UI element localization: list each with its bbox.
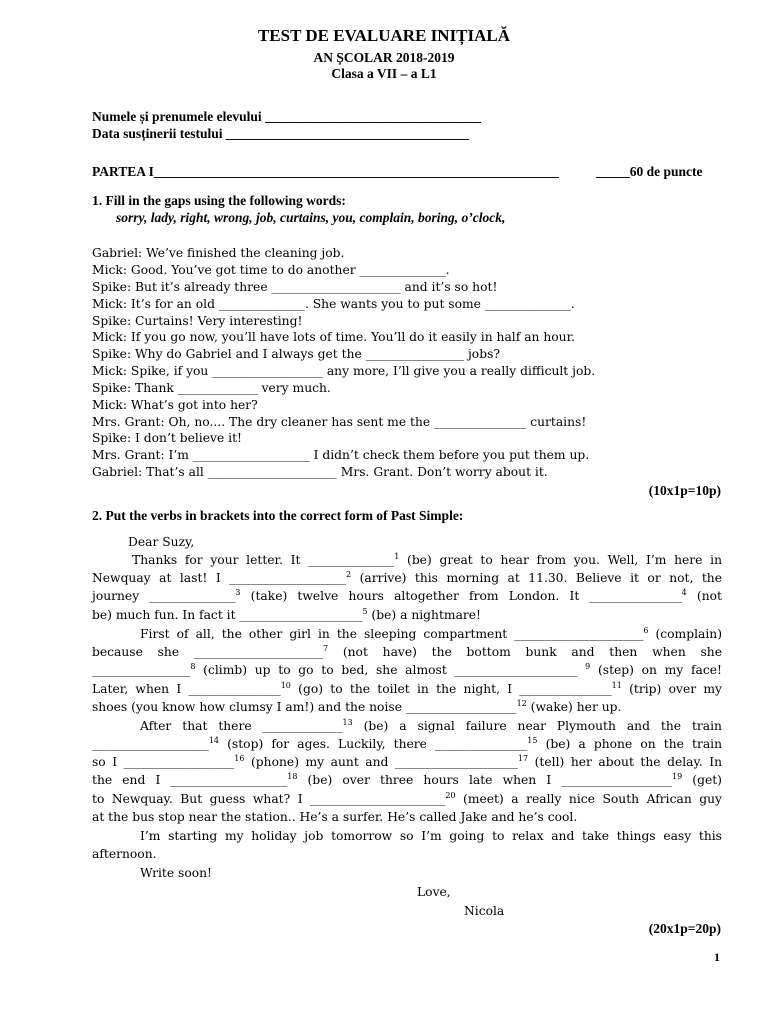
letter-line: because she _____________________$^7$ (not have) the bottom bunk and then when she: [92, 643, 722, 659]
letter-line: to Newquay. But guess what? I ______________________$^{20}$ (meet) a really nice South African guy: [92, 790, 722, 806]
points-blank: _____: [596, 164, 630, 179]
student-name-label: Numele și prenumele elevului: [92, 109, 262, 124]
page-title: TEST DE EVALUARE INIȚIALĂ: [257, 26, 511, 45]
letter-line: afternoon.: [92, 847, 157, 861]
dialogue-line: Mick: Good. You’ve got time to do another ______________.: [92, 263, 450, 277]
dialogue-line: Spike: Curtains! Very interesting!: [92, 314, 303, 328]
part-title: PARTEA I: [92, 164, 154, 179]
test-date-label: Data susținerii testului: [92, 126, 223, 141]
part-points: [596, 164, 703, 180]
letter-line: Newquay at last! I ___________________$^2$ (arrive) this morning at 11.30. Believe it or not, the: [92, 569, 722, 585]
part-underline: ____________________________________________________________: [153, 164, 559, 179]
exercise-2-heading: 2. Put the verbs in brackets into the correct form of Past Simple:: [92, 508, 464, 523]
class-label: Clasa a VII – a L1: [331, 66, 437, 81]
letter-closing: Write soon!: [140, 866, 213, 880]
dialogue-line: Spike: I don’t believe it!: [92, 431, 242, 445]
letter-line: After that there _____________$^{13}$ (be) a signal failure near Plymouth and the train: [140, 717, 722, 733]
dialogue-line: Spike: But it’s already three _____________________ and it’s so hot!: [92, 280, 498, 294]
letter-line: so I __________________$^{16}$ (phone) my aunt and ____________________$^{17}$ (tell) her about the delay. In: [92, 753, 723, 769]
letter-line: Later, when I _______________$^{10}$ (go) to the toilet in the night, I _______________$^{11}$ (trip) over my: [92, 680, 722, 696]
dialogue-line: Mrs. Grant: Oh, no.... The dry cleaner has sent me the _______________ curtains!: [92, 415, 587, 429]
test-date-blank[interactable]: ____________________________________: [225, 126, 469, 141]
school-year: AN ȘCOLAR 2018-2019: [313, 50, 455, 65]
letter-line: First of all, the other girl in the sleeping compartment _____________________$^6$ (complain): [140, 625, 722, 641]
letter-line: ___________________$^{14}$ (stop) for ages. Luckily, there _______________$^{15}$ (be) a phone on the train: [92, 735, 723, 751]
points-value: 60 de puncte: [629, 164, 703, 179]
exercise-2-score: (20x1p=20p): [648, 921, 721, 936]
letter-line: be) much fun. In fact it ____________________$^5$ (be) a nightmare!: [92, 606, 481, 622]
page-number: 1: [714, 950, 720, 964]
letter-greeting: Dear Suzy,: [128, 535, 195, 549]
exercise-1-score: (10x1p=10p): [648, 483, 721, 498]
dialogue-line: Spike: Why do Gabriel and I always get the ________________ jobs?: [92, 347, 500, 361]
dialogue-line: Mick: If you go now, you’ll have lots of time. You’ll do it easily in half an hour.: [92, 330, 576, 344]
student-name-row: [92, 109, 481, 125]
letter-line: I’m starting my holiday job tomorrow so I’m going to relax and take things easy this: [140, 829, 722, 843]
part-heading: [92, 164, 559, 180]
dialogue-line: Gabriel: We’ve finished the cleaning job.: [92, 246, 345, 260]
letter-line: ________________$^8$ (climb) up to go to bed, she almost ____________________ $^9$ (step) on my face!: [92, 661, 722, 677]
student-name-blank[interactable]: ________________________________: [265, 109, 481, 124]
dialogue-line: Mick: What’s got into her?: [92, 398, 258, 412]
letter-line: shoes (you know how clumsy I am!) and the noise __________________$^{12}$ (wake) her up.: [92, 698, 622, 714]
dialogue-line: Mick: Spike, if you __________________ any more, I’ll give you a really difficult job.: [92, 364, 596, 378]
letter-line: the end I ___________________$^{18}$ (be) over three hours late when I __________________$^{19}$ (get): [92, 771, 722, 787]
dialogue-line: Mick: It’s for an old ______________. She wants you to put some ______________.: [92, 297, 575, 311]
test-date-row: [92, 126, 469, 142]
letter-line: journey ______________$^3$ (take) twelve hours altogether from London. It _______________$^4$ (not: [92, 587, 722, 603]
exercise-1-word-bank: sorry, lady, right, wrong, job, curtains, you, complain, boring, o’clock,: [116, 210, 506, 225]
dialogue-line: Gabriel: That’s all _____________________ Mrs. Grant. Don’t worry about it.: [92, 465, 548, 479]
letter-love: Love,: [417, 885, 451, 899]
exercise-1-heading: 1. Fill in the gaps using the following words:: [92, 193, 346, 208]
letter-signature-name: Nicola: [464, 904, 505, 918]
dialogue-line: Mrs. Grant: I’m ___________________ I didn’t check them before you put them up.: [92, 448, 590, 462]
letter-line: at the bus stop near the station.. He’s a surfer. He’s called Jake and he’s cool.: [92, 810, 578, 824]
letter-line: Thanks for your letter. It ______________$^1$ (be) great to hear from you. Well, I’m here in: [132, 551, 722, 567]
dialogue-line: Spike: Thank _____________ very much.: [92, 381, 331, 395]
